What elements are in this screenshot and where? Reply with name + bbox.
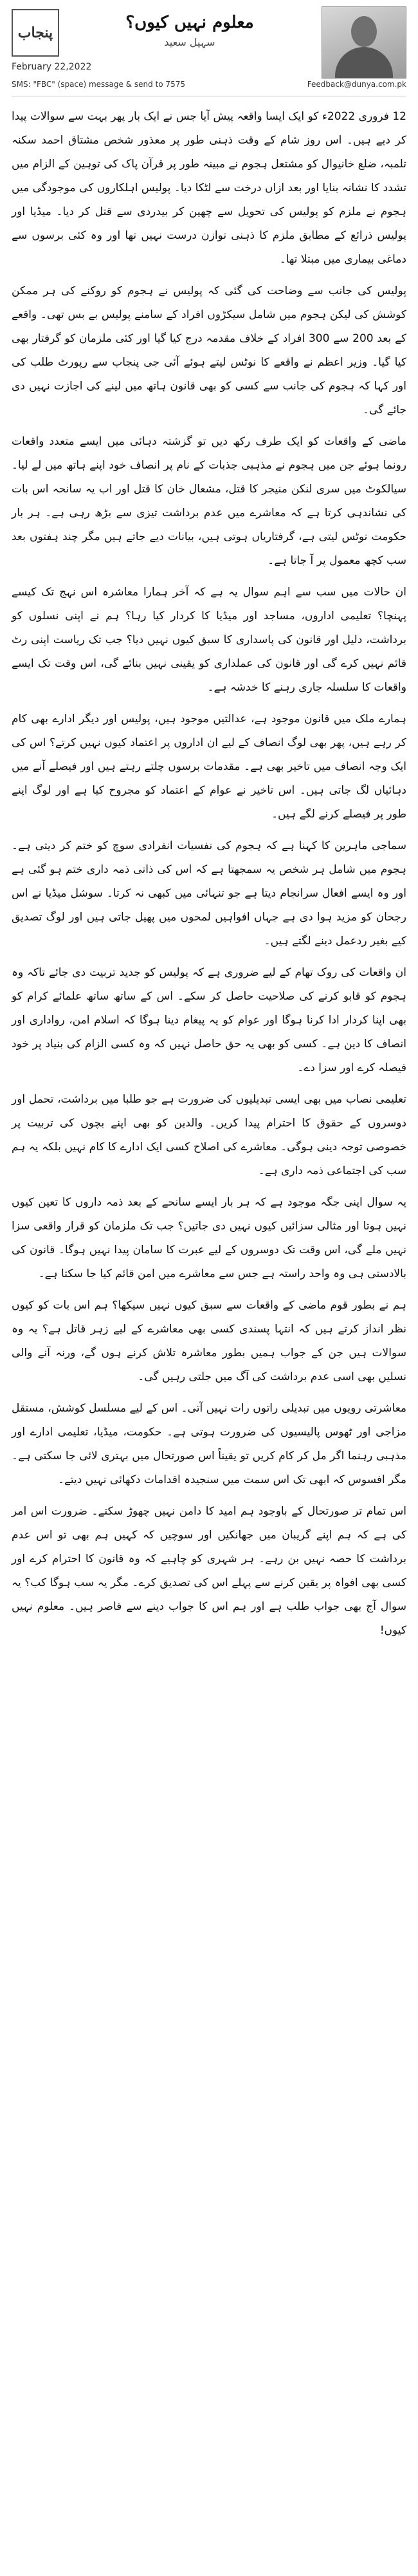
paragraph: تعلیمی نصاب میں بھی ایسی تبدیلیوں کی ضرورت ہے جو طلبا میں برداشت، تحمل اور دوسروں کے حقوق کا احترام پیدا کریں۔ والدین کو بھی اپنے بچوں کی تربیت پر خصوصی توجہ دینی ہوگی۔ معاشرے کی اصلاح کسی ایک ادارے کا کام نہیں بلکہ یہ ہم سب کی اجتماعی ذمہ داری ہے۔ bbox=[12, 1093, 406, 1177]
paragraph: پولیس کی جانب سے وضاحت کی گئی کہ پولیس نے ہجوم کو روکنے کی ہر ممکن کوشش کی لیکن ہجوم میں شامل سیکڑوں افراد کے سامنے پولیس بے بس تھی۔ واقعے کے بعد 200 سے 300 افراد کے خلاف مقدمہ درج کیا گیا اور کئی ملزمان کو گرفتار بھی کیا گیا۔ وزیر اعظم نے واقعے کا نوٹس لیتے ہوئے آئی جی پنجاب سے رپورٹ طلب کی اور کہا کہ ہجوم کی جانب سے کسی کو بھی قانون ہاتھ میں لینے کی اجازت نہیں دی جائے گی۔ bbox=[12, 285, 406, 416]
author-photo bbox=[322, 6, 406, 79]
paragraph: ان حالات میں سب سے اہم سوال یہ ہے کہ آخر ہمارا معاشرہ اس نہج تک کیسے پہنچا؟ تعلیمی اداروں، مساجد اور میڈیا کا کردار کیا رہا؟ ہم نے اپنی نسلوں کو برداشت، دلیل اور قانون کی پاسداری کا سبق کیوں نہیں دیا؟ جب تک ریاست اپنی رٹ قائم نہیں کرے گی اور قانون کی عملداری کو یقینی نہیں بنائے گی، اس وقت تک ایسے واقعات کا سلسلہ جاری رہنے کا خدشہ ہے۔ bbox=[12, 586, 406, 694]
paragraph: ہم نے بطور قوم ماضی کے واقعات سے سبق کیوں نہیں سیکھا؟ ہم اس بات کو کیوں نظر انداز کرتے ہیں کہ انتہا پسندی کسی بھی معاشرے کے لیے زہر قاتل ہے؟ یہ وہ سوالات ہیں جن کے جواب ہمیں بطور معاشرہ تلاش کرنے ہوں گے، ورنہ آنے والی نسلیں بھی اسی عدم برداشت کی آگ میں جلتی رہیں گی۔ bbox=[12, 1299, 406, 1383]
newspaper-logo: پنجاب bbox=[12, 9, 59, 57]
article-body bbox=[12, 97, 406, 1643]
paragraph: ان واقعات کی روک تھام کے لیے ضروری ہے کہ پولیس کو جدید تربیت دی جائے تاکہ وہ ہجوم کو قابو کرنے کی صلاحیت حاصل کر سکے۔ اس کے ساتھ ساتھ علمائے کرام کو بھی اپنا کردار ادا کرنا ہوگا اور عوام کو یہ پیغام دینا ہوگا کہ اسلام امن، رواداری اور انصاف کا دین ہے۔ کسی کو بھی یہ حق حاصل نہیں کہ وہ کسی الزام کی بنیاد پر خود فیصلہ کرے اور سزا دے۔ bbox=[12, 966, 406, 1074]
title-block bbox=[69, 13, 310, 48]
paragraph: ماضی کے واقعات کو ایک طرف رکھ دیں تو گزشتہ دہائی میں ایسے متعدد واقعات رونما ہوئے جن میں ہجوم نے مذہبی جذبات کے نام پر انصاف خود اپنے ہاتھ میں لے لیا۔ سیالکوٹ میں سری لنکن منیجر کا قتل، مشعال خان کا قتل اور اب یہ سانحہ اس بات کی نشاندہی کرتا ہے کہ معاشرے میں عدم برداشت تیزی سے بڑھ رہی ہے۔ ہر بار حکومت نوٹس لیتی ہے، گرفتاریاں ہوتی ہیں، بیانات دیے جاتے ہیں مگر چند ہفتوں بعد سب کچھ معمول پر آ جاتا ہے۔ bbox=[12, 435, 406, 567]
paragraph: 12 فروری 2022ء کو ایک ایسا واقعہ پیش آیا جس نے ایک بار پھر بہت سے سوالات پیدا کر دیے ہیں۔ اس روز شام کے وقت ذہنی طور پر معذور شخص مشتاق احمد سکنہ تلمبہ، ضلع خانیوال کو مشتعل ہجوم نے مبینہ طور پر قرآن پاک کی توہین کے الزام میں تشدد کا نشانہ بنایا اور بعد ازاں درخت سے لٹکا دیا۔ پولیس اہلکاروں کی موجودگی میں ہجوم نے ملزم کو پولیس کی تحویل سے چھین کر بیدردی سے قتل کر دیا۔ میڈیا اور پولیس ذرائع کے مطابق ملزم کا ذہنی توازن درست نہیں تھا اور وہ کئی برسوں سے دماغی بیماری میں مبتلا تھا۔ bbox=[12, 110, 406, 266]
paragraph: معاشرتی رویوں میں تبدیلی راتوں رات نہیں آتی۔ اس کے لیے مسلسل کوشش، مستقل مزاجی اور ٹھوس پالیسیوں کی ضرورت ہوتی ہے۔ حکومت، میڈیا، تعلیمی ادارے اور مذہبی رہنما اگر مل کر کام کریں تو یقیناً اس صورتحال میں بہتری لائی جا سکتی ہے۔ مگر افسوس کہ ابھی تک اس سمت میں سنجیدہ اقدامات دکھائی نہیں دیتے۔ bbox=[12, 1402, 406, 1486]
article-header bbox=[12, 0, 406, 97]
author-name: سہیل سعید bbox=[164, 36, 215, 48]
paragraph: سماجی ماہرین کا کہنا ہے کہ ہجوم کی نفسیات انفرادی سوچ کو ختم کر دیتی ہے۔ ہجوم میں شامل ہر شخص یہ سمجھتا ہے کہ اس کی ذاتی ذمہ داری ختم ہو گئی ہے اور وہ ایسے افعال سرانجام دیتا ہے جو تنہائی میں کبھی نہ کرتا۔ سوشل میڈیا نے اس رجحان کو مزید ہوا دی ہے جہاں افواہیں لمحوں میں پھیل جاتی ہیں اور لوگ تصدیق کیے بغیر ردعمل دینے لگتے ہیں۔ bbox=[12, 839, 406, 947]
author-photo-shoulders bbox=[335, 47, 393, 78]
paragraph: ہمارے ملک میں قانون موجود ہے، عدالتیں موجود ہیں، پولیس اور دیگر ادارے بھی کام کر رہے ہیں، پھر بھی لوگ انصاف کے لیے ان اداروں پر اعتماد کیوں نہیں کرتے؟ اس کی ایک وجہ انصاف میں تاخیر بھی ہے۔ مقدمات برسوں چلتے رہتے ہیں اور فیصلے آنے میں دہائیاں لگ جاتی ہیں۔ اس تاخیر نے عوام کے اعتماد کو مجروح کیا ہے اور لوگ اپنے طور پر فیصلے کرنے لگے ہیں۔ bbox=[12, 713, 406, 821]
author-photo-head bbox=[351, 16, 377, 47]
feedback-email[interactable]: Feedback@dunya.com.pk bbox=[307, 80, 406, 89]
contact-info-row bbox=[12, 80, 406, 89]
article-title: معلوم نہیں کیوں؟ bbox=[125, 13, 254, 32]
publish-date: February 22,2022 bbox=[12, 62, 92, 72]
paragraph: یہ سوال اپنی جگہ موجود ہے کہ ہر بار ایسے سانحے کے بعد ذمہ داروں کا تعین کیوں نہیں ہوتا اور مثالی سزائیں کیوں نہیں دی جاتیں؟ جب تک ملزمان کو قرار واقعی سزا نہیں ملے گی، اس وقت تک دوسروں کے لیے عبرت کا سامان پیدا نہیں ہوگا۔ قانون کی بالادستی ہی وہ واحد راستہ ہے جس سے معاشرے میں امن قائم کیا جا سکتا ہے۔ bbox=[12, 1196, 406, 1280]
paragraph: اس تمام تر صورتحال کے باوجود ہم امید کا دامن نہیں چھوڑ سکتے۔ ضرورت اس امر کی ہے کہ ہم اپنے گریبان میں جھانکیں اور سوچیں کہ کہیں ہم بھی تو اس عدم برداشت کا حصہ نہیں بن رہے۔ ہر شہری کو چاہیے کہ وہ قانون کا احترام کرے اور کسی بھی افواہ پر یقین کرنے سے پہلے اس کی تصدیق کرے۔ مگر یہ سب ہوگا کب؟ یہ سوال آج بھی جواب طلب ہے اور ہم اس کا جواب دینے سے قاصر ہیں۔ معلوم نہیں کیوں! bbox=[12, 1505, 406, 1637]
sms-info: SMS: "FBC" (space) message & send to 7575 bbox=[12, 80, 185, 89]
